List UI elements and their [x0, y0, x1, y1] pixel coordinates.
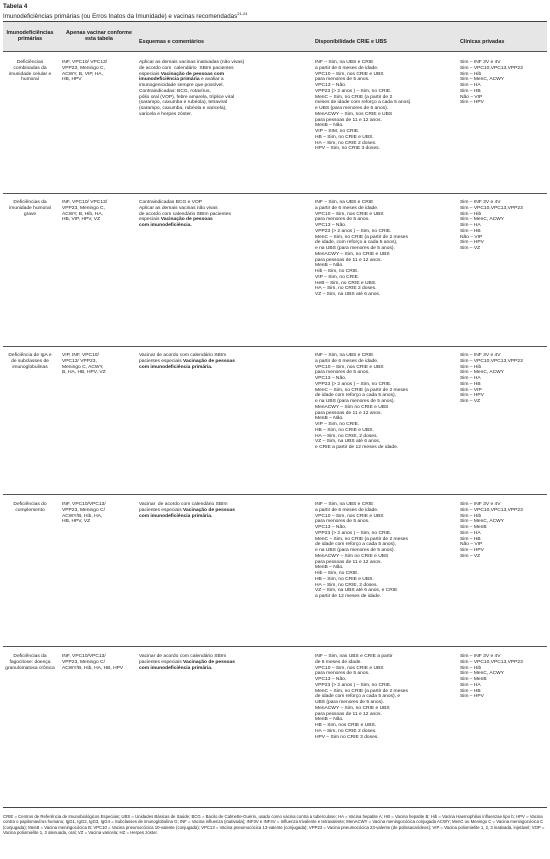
scheme-bold: Vacinação de pessoas com imunodeficiência primária. — [139, 507, 235, 519]
row-scheme — [139, 502, 299, 519]
scheme-text: Vacinar de acordo com calendário SBIm pacientes especiais — [139, 654, 227, 665]
scheme-text: Vacinar de acordo com calendário SBIm pacientes especiais — [139, 353, 227, 364]
row-private: Sim – INF 3V e 4V Sim – VPC10,VPC13,VPP23 Sim – Hib Sim – MenC, ACWY Sim – HA Sim – HB Não – VIP Sim – HPV — [460, 60, 523, 106]
row-condition: Deficiências combinadas da imunidade celular e humoral — [8, 60, 52, 83]
row-vaccines: INF, VPC10/VPC13/ VPP23, Meningo C/ ACWY/B, Hib, HA, HB, HPV, VZ — [62, 502, 106, 525]
row-scheme — [139, 654, 299, 671]
row-scheme — [139, 353, 299, 370]
row-private: Sim – INF 3V e 4V Sim – VPC10,VPC13,VPP23 Sim – Hib Sim – MenC, ACWY Sim – HA Sim – HB Sim – VIP Sim – HPV Sim – VZ — [460, 353, 523, 404]
row-condition: Deficiências do complemento — [13, 502, 47, 513]
row-condition: Deficiência de IgA e de subclasses de imunoglobulinas — [8, 353, 52, 370]
row-vaccines: INF, VPC10/ VPC13/ VPP23, Meningo C, ACWY, B, VIP, HA, HB, HPV — [62, 60, 108, 83]
row-vaccines: INF, VPC10/VPC13/ VPP23, Meningo C/ ACWY/B, Hib, HA, HB, HPV — [62, 654, 124, 671]
row-vaccines: INF, VPC10/ VPC13/ VPP23, Meningo C, ACWY, B, Hib, HA, HB, VIP, HPV, VZ — [62, 200, 108, 223]
row-private: Sim – INF 3V e 4V Sim – VPC10,VPC13,VPP23 Sim – Hib Sim – MenC, ACWY Sim – MenB Sim – HA Sim – HB Sim – HPV — [460, 654, 523, 700]
header-schemes: Esquemas e comentários — [139, 39, 205, 45]
row-availability: INF – Sim, na UBS e CRIE a partir de 6 meses de idade. VPC10 – Sim, nos CRIE e UBS para menores de 5 anos. VPC13 – Não. VPP23 (> 2 anos ) – Sim, no CRIE. MenC – Sim, no CRIE (a partir de 2 meses de idade com reforço a cada 5 anos) e UBS (para menores de 5 anos). MenACWY – Sim, nos CRIE e UBS para pessoas de 11 e 12 anos. MenB – Não. VIP – SIM, no CRIE. HB – Sim, no CRIE e UBS. HA – Sim, no CRIE 2 doses. HPV – Sim, no CRIE 3 doses. — [315, 60, 411, 152]
table-title: Tabela 4 — [3, 3, 28, 10]
row-private: Sim – INF 3V e 4V Sim – VPC10,VPC13,VPP23 Sim – Hib Sim – MenC, ACWY Sim – HA Sim – HB Não – VIP Sim – HPV Sim – VZ — [460, 200, 523, 251]
row-scheme — [139, 60, 299, 118]
scheme-bold: Vacinação de pessoas com imunodeficiência primária. — [139, 358, 235, 370]
table-subtitle-ref: 21-24 — [237, 11, 248, 16]
row-availability: INF – Sim, nas UBS e CRIE a partir de 6 meses de idade. VPC10 – Sim, nos CRIE e UBS para menores de 5 anos. VPC13 – Não. VPP23 (> 2 anos ) – Sim, no CRIE. MenC – Sim, no CRIE (a partir de 2 meses de idade com reforço a cada 5 anos), e UBS (para menores de 5 anos). MenACWY – Sim, no CRIE e UBS para pessoas de 11 e 12 anos. MenB – Não. HB – Sim, nos CRIE e UBS. HA – Sim, no CRIE 2 doses. HPV – Sim no CRIE 3 doses. — [315, 654, 408, 740]
header-vaccinate: Apenas vacinar conforme esta tabela — [66, 30, 132, 43]
scheme-text-after: e avaliar a imunogenicidade sempre que possível. Contraindicadas: BCG, rotavírus, pólio oral (VOP), febre amarela, tríplice viral (sarampo, caxumba e rubéola), tetraviral (sarampo, caxumba, rubéola e varicela), varicela e herpes zóster. — [139, 77, 235, 117]
table-bottom-rule — [3, 807, 547, 808]
row-private: Sim – INF 3V e 4V Sim – VPC10,VPC13,VPP23 Sim – Hib Sim – MenC, ACWY Sim – MenB Sim – HA Sim – HB Não – VIP Sim – HPV Sim – VZ — [460, 502, 523, 559]
scheme-text: Vacinar de acordo com calendário SBIm pacientes especiais — [139, 502, 228, 513]
header-bottom-rule — [3, 51, 547, 52]
header-top-rule — [3, 21, 547, 22]
header-private-clinics: Clínicas privadas — [460, 39, 505, 45]
scheme-bold: Vacinação de pessoas com imunodeficiência. — [139, 217, 213, 228]
row-availability: INF – Sim, na UBS e CRIE a partir de 6 meses de idade. VPC10 – Sim, nos CRIE e UBS para menores de 5 anos. VPC13 – Não. VPP23 (> 2 anos ) – Sim, no CRIE. MenC – Sim, no CRIE (a partir de 2 meses de idade com reforço a cada 5 anos), e na UBS (para menores de 5 anos). MenACWY – Sim no CRIE e UBS para pessoas de 11 e 12 anos. MenB – Não. Hib – Sim, no CRIE. HB – Sim, no CRIE e UBS. HA – Sim, no CRIE, 2 doses. VZ – Sim, na UBS até 6 anos, e CRIE a partir de 12 meses de idade. — [315, 502, 408, 599]
row-divider — [3, 494, 547, 495]
row-scheme — [139, 200, 299, 229]
row-condition: Deficiências da imunidade humoral grave — [9, 200, 51, 217]
scheme-bold: Vacinação de pessoas com imunodeficiência primária — [139, 71, 225, 83]
row-vaccines: VIP, INF, VPC10/ VPC13/ VPP23, Meningo C, ACWY, B, HA, HB, HPV, VZ — [62, 353, 106, 376]
table-subtitle-text: Imunodeficiências primárias (ou Erros Inatos da Imunidade) e vacinas recomendadas — [3, 13, 238, 21]
scheme-text: Aplicar as demais vacinas inativadas (não vivas) de acordo com calendário SBIm pacientes especiais — [139, 60, 245, 77]
row-divider — [3, 346, 547, 347]
table-footnote: CRIE = Centros de Referência de Imunobiológicos Especiais; UBS = Unidades Básicas de Saúde; BCG = Bacilo de Calmette-Guérin, usado como vacina contra a tuberculose; HA = Vacina hepatite A; HB = Vacina hepatite B; Hib = Vacina Haemophilus influenzae tipo b; HPV = Vacina contra o papilomavírus humano; IgG1, IgG2, IgG3, IgG4 = Subclasses de imunoglobulina G; INF = Vacina influenza (inativada); INF3V e INF4V = Influenza trivalente e tetravalente; MenACWY = Vacina meningocócica conjugada ACWY; MenC ou Meningo C = Vacina meningocócica C (conjugada); MenB = Vacina meningocócica B; VPC10 = Vacina pneumocócica 10-valente (conjugada); VPC13 = Vacina pneumocócica 13-valente (conjugada); VPP23 = Vacina pneumocócica 23-valente (de polissacarídeos); VIP = Vacina poliomielite 1, 2, 3 inativada, injetável; VOP = Vacina poliomielite 1, 3 atenuada, oral; VZ = Vacina varicela; HZ = Herpes zóster. — [3, 814, 545, 836]
row-availability: INF – Sim, na UBS e CRIE a partir de 6 meses de idade. VPC10 – Sim, nos CRIE e UBS para menores de 5 anos. VPC13 – Não. VPP23 (> 2 anos ) – Sim, no CRIE. MenC – Sim, no CRIE (a partir de 2 meses de idade, com reforço a cada 5 anos), e na UBS (para menores de 5 anos). MenACWY – Sim, no CRIE e UBS para pessoas de 11 e 12 anos. MenB – Não. Hib – Sim, no CRIE. VIP – Sim, no CRIE. HeB – Sim, no CRIE e UBS. HA – Sim, no CRIE 2 doses. VZ – Sim, na UBS até 6 anos. — [315, 200, 408, 297]
row-divider — [3, 193, 547, 194]
header-availability: Disponibilidade CRIE e UBS — [315, 39, 387, 45]
row-availability: INF – Sim, na UBS e CRIE a partir de 6 meses de idade. VPC10 – Sim, nos CRIE e UBS para menores de 5 anos. VPC13 – Não. VPP23 (> 2 anos ) – Sim, no CRIE. MenC – Sim, no CRIE (a partir de 2 meses de idade com reforço a cada 5 anos), e na UBS (para menores de 5 anos). MenACWY – Sim no CRIE e UBS para pessoas de 11 e 12 anos. MenB – Não. VIP – Sim, no CRIE. HB – Sim, no CRIE e UBS. HA – Sim, no CRIE, 2 doses. VZ – Sim, na UBS até 6 anos, e CRIE a partir de 12 meses de idade. — [315, 353, 408, 450]
scheme-bold: Vacinação de pessoas com imunodeficiência primária. — [139, 659, 235, 671]
scheme-text: Contraindicadas BCG e VOP Aplicar as demais vacinas não vivas de acordo com calendário SBIm pacientes especiais — [139, 200, 231, 223]
table-subtitle — [3, 10, 247, 20]
row-divider — [3, 646, 547, 647]
header-immunodeficiency: Imunodeficiências primárias — [6, 30, 54, 43]
row-condition: Deficiências da fagocitose: doença granulomatosa crônica — [5, 654, 55, 671]
